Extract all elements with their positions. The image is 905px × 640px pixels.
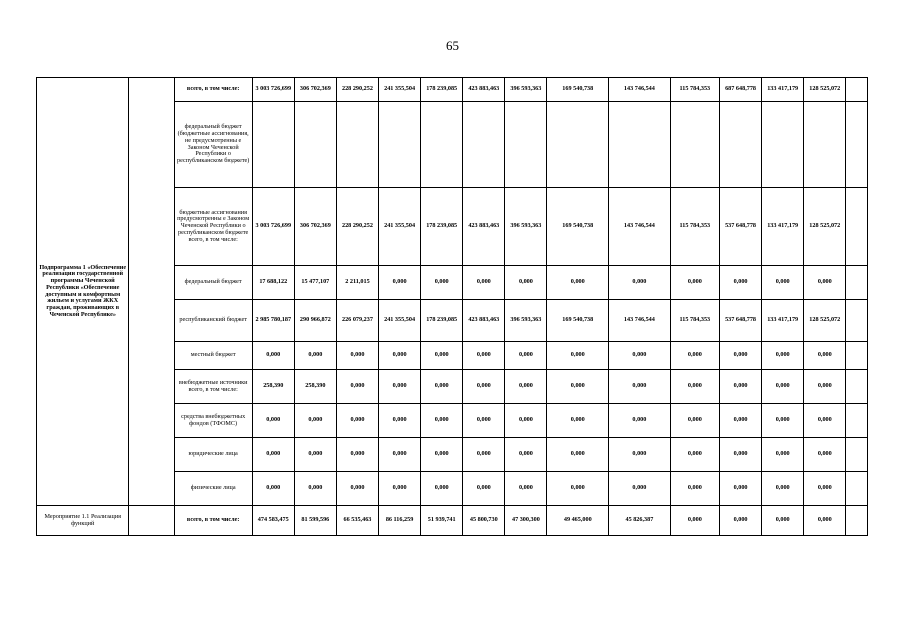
amount-cell: 306 702,369: [294, 78, 336, 102]
amount-cell: 0,000: [421, 404, 463, 438]
amount-cell: 0,000: [252, 472, 294, 506]
amount-cell: 0,000: [720, 342, 762, 370]
amount-cell: 0,000: [762, 342, 804, 370]
amount-cell: 0,000: [670, 472, 719, 506]
measure-name: Мероприятие 1.1 Реализация функций: [37, 506, 129, 536]
amount-cell: 0,000: [294, 438, 336, 472]
amount-cell: 178 239,085: [421, 188, 463, 266]
budget-table-body: [37, 78, 868, 536]
amount-cell: 0,000: [762, 404, 804, 438]
amount-cell: [609, 102, 671, 188]
amount-cell: 687 648,778: [720, 78, 762, 102]
amount-cell: 241 355,504: [379, 78, 421, 102]
amount-cell: 0,000: [421, 370, 463, 404]
amount-cell: 133 417,179: [762, 188, 804, 266]
amount-cell: 0,000: [720, 438, 762, 472]
amount-cell: [804, 102, 846, 188]
empty-cell: [846, 438, 868, 472]
amount-cell: 0,000: [609, 404, 671, 438]
amount-cell: [294, 102, 336, 188]
subprogram-name: Подпрограмма 1 «Обеспечение реализации государственной программы Чеченской Республики «Обеспечение доступным и комфортным жильем и услугами ЖКХ граждан, проживающих в Чеченской Республике»: [37, 78, 129, 506]
amount-cell: 115 784,353: [670, 188, 719, 266]
page-number: 65: [446, 38, 459, 53]
amount-cell: 0,000: [379, 342, 421, 370]
amount-cell: 0,000: [421, 438, 463, 472]
amount-cell: 0,000: [463, 370, 505, 404]
amount-cell: 228 290,252: [336, 188, 378, 266]
amount-cell: 0,000: [336, 370, 378, 404]
amount-cell: 0,000: [336, 472, 378, 506]
amount-cell: 0,000: [670, 506, 719, 536]
amount-cell: 45 800,730: [463, 506, 505, 536]
funding-source: всего, в том числе:: [174, 506, 252, 536]
amount-cell: 0,000: [463, 472, 505, 506]
empty-cell: [846, 472, 868, 506]
amount-cell: 0,000: [720, 370, 762, 404]
funding-source: всего, в том числе:: [174, 78, 252, 102]
amount-cell: 0,000: [421, 472, 463, 506]
funding-source: средства внебюджетных фондов (ТФОМС): [174, 404, 252, 438]
empty-cell: [846, 506, 868, 536]
empty-cell: [846, 188, 868, 266]
empty-cell: [846, 342, 868, 370]
amount-cell: 3 003 726,699: [252, 188, 294, 266]
amount-cell: 306 702,369: [294, 188, 336, 266]
empty-cell: [846, 404, 868, 438]
amount-cell: 0,000: [252, 342, 294, 370]
amount-cell: 0,000: [804, 266, 846, 300]
funding-source: внебюджетные источники всего, в том числе:: [174, 370, 252, 404]
amount-cell: 2 985 780,187: [252, 300, 294, 342]
amount-cell: 0,000: [336, 342, 378, 370]
executor-cell: [129, 506, 174, 536]
empty-cell: [846, 78, 868, 102]
amount-cell: 0,000: [379, 438, 421, 472]
amount-cell: 423 883,463: [463, 188, 505, 266]
amount-cell: 86 116,259: [379, 506, 421, 536]
amount-cell: 128 525,072: [804, 300, 846, 342]
amount-cell: 474 583,475: [252, 506, 294, 536]
amount-cell: [379, 102, 421, 188]
amount-cell: 0,000: [547, 438, 609, 472]
amount-cell: 178 239,085: [421, 78, 463, 102]
amount-cell: 128 525,072: [804, 78, 846, 102]
amount-cell: 0,000: [294, 472, 336, 506]
amount-cell: 396 593,363: [505, 188, 547, 266]
amount-cell: 0,000: [336, 438, 378, 472]
amount-cell: 0,000: [379, 472, 421, 506]
amount-cell: 0,000: [804, 342, 846, 370]
amount-cell: 17 688,122: [252, 266, 294, 300]
amount-cell: 0,000: [379, 370, 421, 404]
funding-source: физические лица: [174, 472, 252, 506]
empty-cell: [846, 300, 868, 342]
funding-source: федеральный бюджет (бюджетные ассигнования, не предусмотренны е Законом Чеченской Республики о республиканском бюджете): [174, 102, 252, 188]
amount-cell: 0,000: [547, 472, 609, 506]
funding-source: юридические лица: [174, 438, 252, 472]
amount-cell: 115 784,353: [670, 300, 719, 342]
amount-cell: 0,000: [505, 404, 547, 438]
amount-cell: 128 525,072: [804, 188, 846, 266]
executor-cell: [129, 78, 174, 506]
amount-cell: 0,000: [379, 404, 421, 438]
amount-cell: 0,000: [762, 506, 804, 536]
amount-cell: 0,000: [762, 438, 804, 472]
amount-cell: 290 966,872: [294, 300, 336, 342]
amount-cell: 0,000: [804, 472, 846, 506]
amount-cell: 0,000: [670, 438, 719, 472]
funding-source: местный бюджет: [174, 342, 252, 370]
amount-cell: 0,000: [804, 404, 846, 438]
amount-cell: 15 477,107: [294, 266, 336, 300]
amount-cell: [505, 102, 547, 188]
amount-cell: 0,000: [463, 342, 505, 370]
amount-cell: [547, 102, 609, 188]
amount-cell: 0,000: [609, 266, 671, 300]
funding-source: республиканский бюджет: [174, 300, 252, 342]
amount-cell: 169 540,738: [547, 188, 609, 266]
amount-cell: 51 939,741: [421, 506, 463, 536]
amount-cell: 0,000: [505, 266, 547, 300]
amount-cell: 0,000: [609, 438, 671, 472]
amount-cell: 0,000: [609, 370, 671, 404]
amount-cell: 0,000: [720, 266, 762, 300]
amount-cell: 0,000: [505, 438, 547, 472]
amount-cell: 0,000: [804, 506, 846, 536]
amount-cell: 0,000: [609, 472, 671, 506]
amount-cell: [463, 102, 505, 188]
amount-cell: 81 599,596: [294, 506, 336, 536]
amount-cell: [670, 102, 719, 188]
amount-cell: 0,000: [547, 370, 609, 404]
amount-cell: 143 746,544: [609, 78, 671, 102]
funding-source: федеральный бюджет: [174, 266, 252, 300]
amount-cell: 66 535,463: [336, 506, 378, 536]
amount-cell: 0,000: [463, 404, 505, 438]
amount-cell: 537 648,778: [720, 188, 762, 266]
amount-cell: 0,000: [463, 266, 505, 300]
amount-cell: 0,000: [547, 266, 609, 300]
amount-cell: 258,390: [252, 370, 294, 404]
amount-cell: 133 417,179: [762, 78, 804, 102]
amount-cell: 2 211,015: [336, 266, 378, 300]
amount-cell: 169 540,738: [547, 300, 609, 342]
amount-cell: 0,000: [505, 472, 547, 506]
amount-cell: 0,000: [804, 438, 846, 472]
amount-cell: 0,000: [670, 370, 719, 404]
amount-cell: 115 784,353: [670, 78, 719, 102]
amount-cell: 49 465,000: [547, 506, 609, 536]
table-row: [37, 78, 868, 102]
amount-cell: [720, 102, 762, 188]
amount-cell: 241 355,504: [379, 188, 421, 266]
amount-cell: 396 593,363: [505, 300, 547, 342]
amount-cell: 228 290,252: [336, 78, 378, 102]
amount-cell: 143 746,544: [609, 188, 671, 266]
amount-cell: 423 883,463: [463, 300, 505, 342]
amount-cell: 0,000: [670, 266, 719, 300]
amount-cell: 0,000: [804, 370, 846, 404]
amount-cell: 0,000: [762, 472, 804, 506]
amount-cell: 0,000: [505, 342, 547, 370]
amount-cell: 0,000: [336, 404, 378, 438]
amount-cell: [421, 102, 463, 188]
amount-cell: 0,000: [294, 404, 336, 438]
amount-cell: 0,000: [505, 370, 547, 404]
amount-cell: 0,000: [252, 404, 294, 438]
amount-cell: 0,000: [547, 404, 609, 438]
empty-cell: [846, 102, 868, 188]
amount-cell: 143 746,544: [609, 300, 671, 342]
amount-cell: 0,000: [547, 342, 609, 370]
amount-cell: 45 826,387: [609, 506, 671, 536]
amount-cell: 3 003 726,699: [252, 78, 294, 102]
amount-cell: 47 300,300: [505, 506, 547, 536]
amount-cell: 133 417,179: [762, 300, 804, 342]
amount-cell: 0,000: [670, 404, 719, 438]
amount-cell: 0,000: [720, 404, 762, 438]
empty-cell: [846, 266, 868, 300]
table-row: [37, 506, 868, 536]
amount-cell: 0,000: [609, 342, 671, 370]
amount-cell: 0,000: [379, 266, 421, 300]
amount-cell: 0,000: [463, 438, 505, 472]
amount-cell: 0,000: [720, 472, 762, 506]
amount-cell: 258,390: [294, 370, 336, 404]
amount-cell: [252, 102, 294, 188]
budget-table: [36, 77, 868, 536]
amount-cell: 0,000: [720, 506, 762, 536]
amount-cell: 169 540,738: [547, 78, 609, 102]
amount-cell: 226 079,237: [336, 300, 378, 342]
amount-cell: 0,000: [762, 266, 804, 300]
amount-cell: 241 355,504: [379, 300, 421, 342]
amount-cell: 178 239,085: [421, 300, 463, 342]
amount-cell: 0,000: [421, 342, 463, 370]
amount-cell: 0,000: [762, 370, 804, 404]
amount-cell: 0,000: [294, 342, 336, 370]
amount-cell: 537 648,778: [720, 300, 762, 342]
empty-cell: [846, 370, 868, 404]
amount-cell: 423 883,463: [463, 78, 505, 102]
amount-cell: 0,000: [252, 438, 294, 472]
amount-cell: 0,000: [421, 266, 463, 300]
amount-cell: 396 593,363: [505, 78, 547, 102]
amount-cell: 0,000: [670, 342, 719, 370]
amount-cell: [336, 102, 378, 188]
funding-source: бюджетные ассигнования предусмотренны е Законом Чеченской Республики о республиканском бюджете всего, в том числе:: [174, 188, 252, 266]
amount-cell: [762, 102, 804, 188]
